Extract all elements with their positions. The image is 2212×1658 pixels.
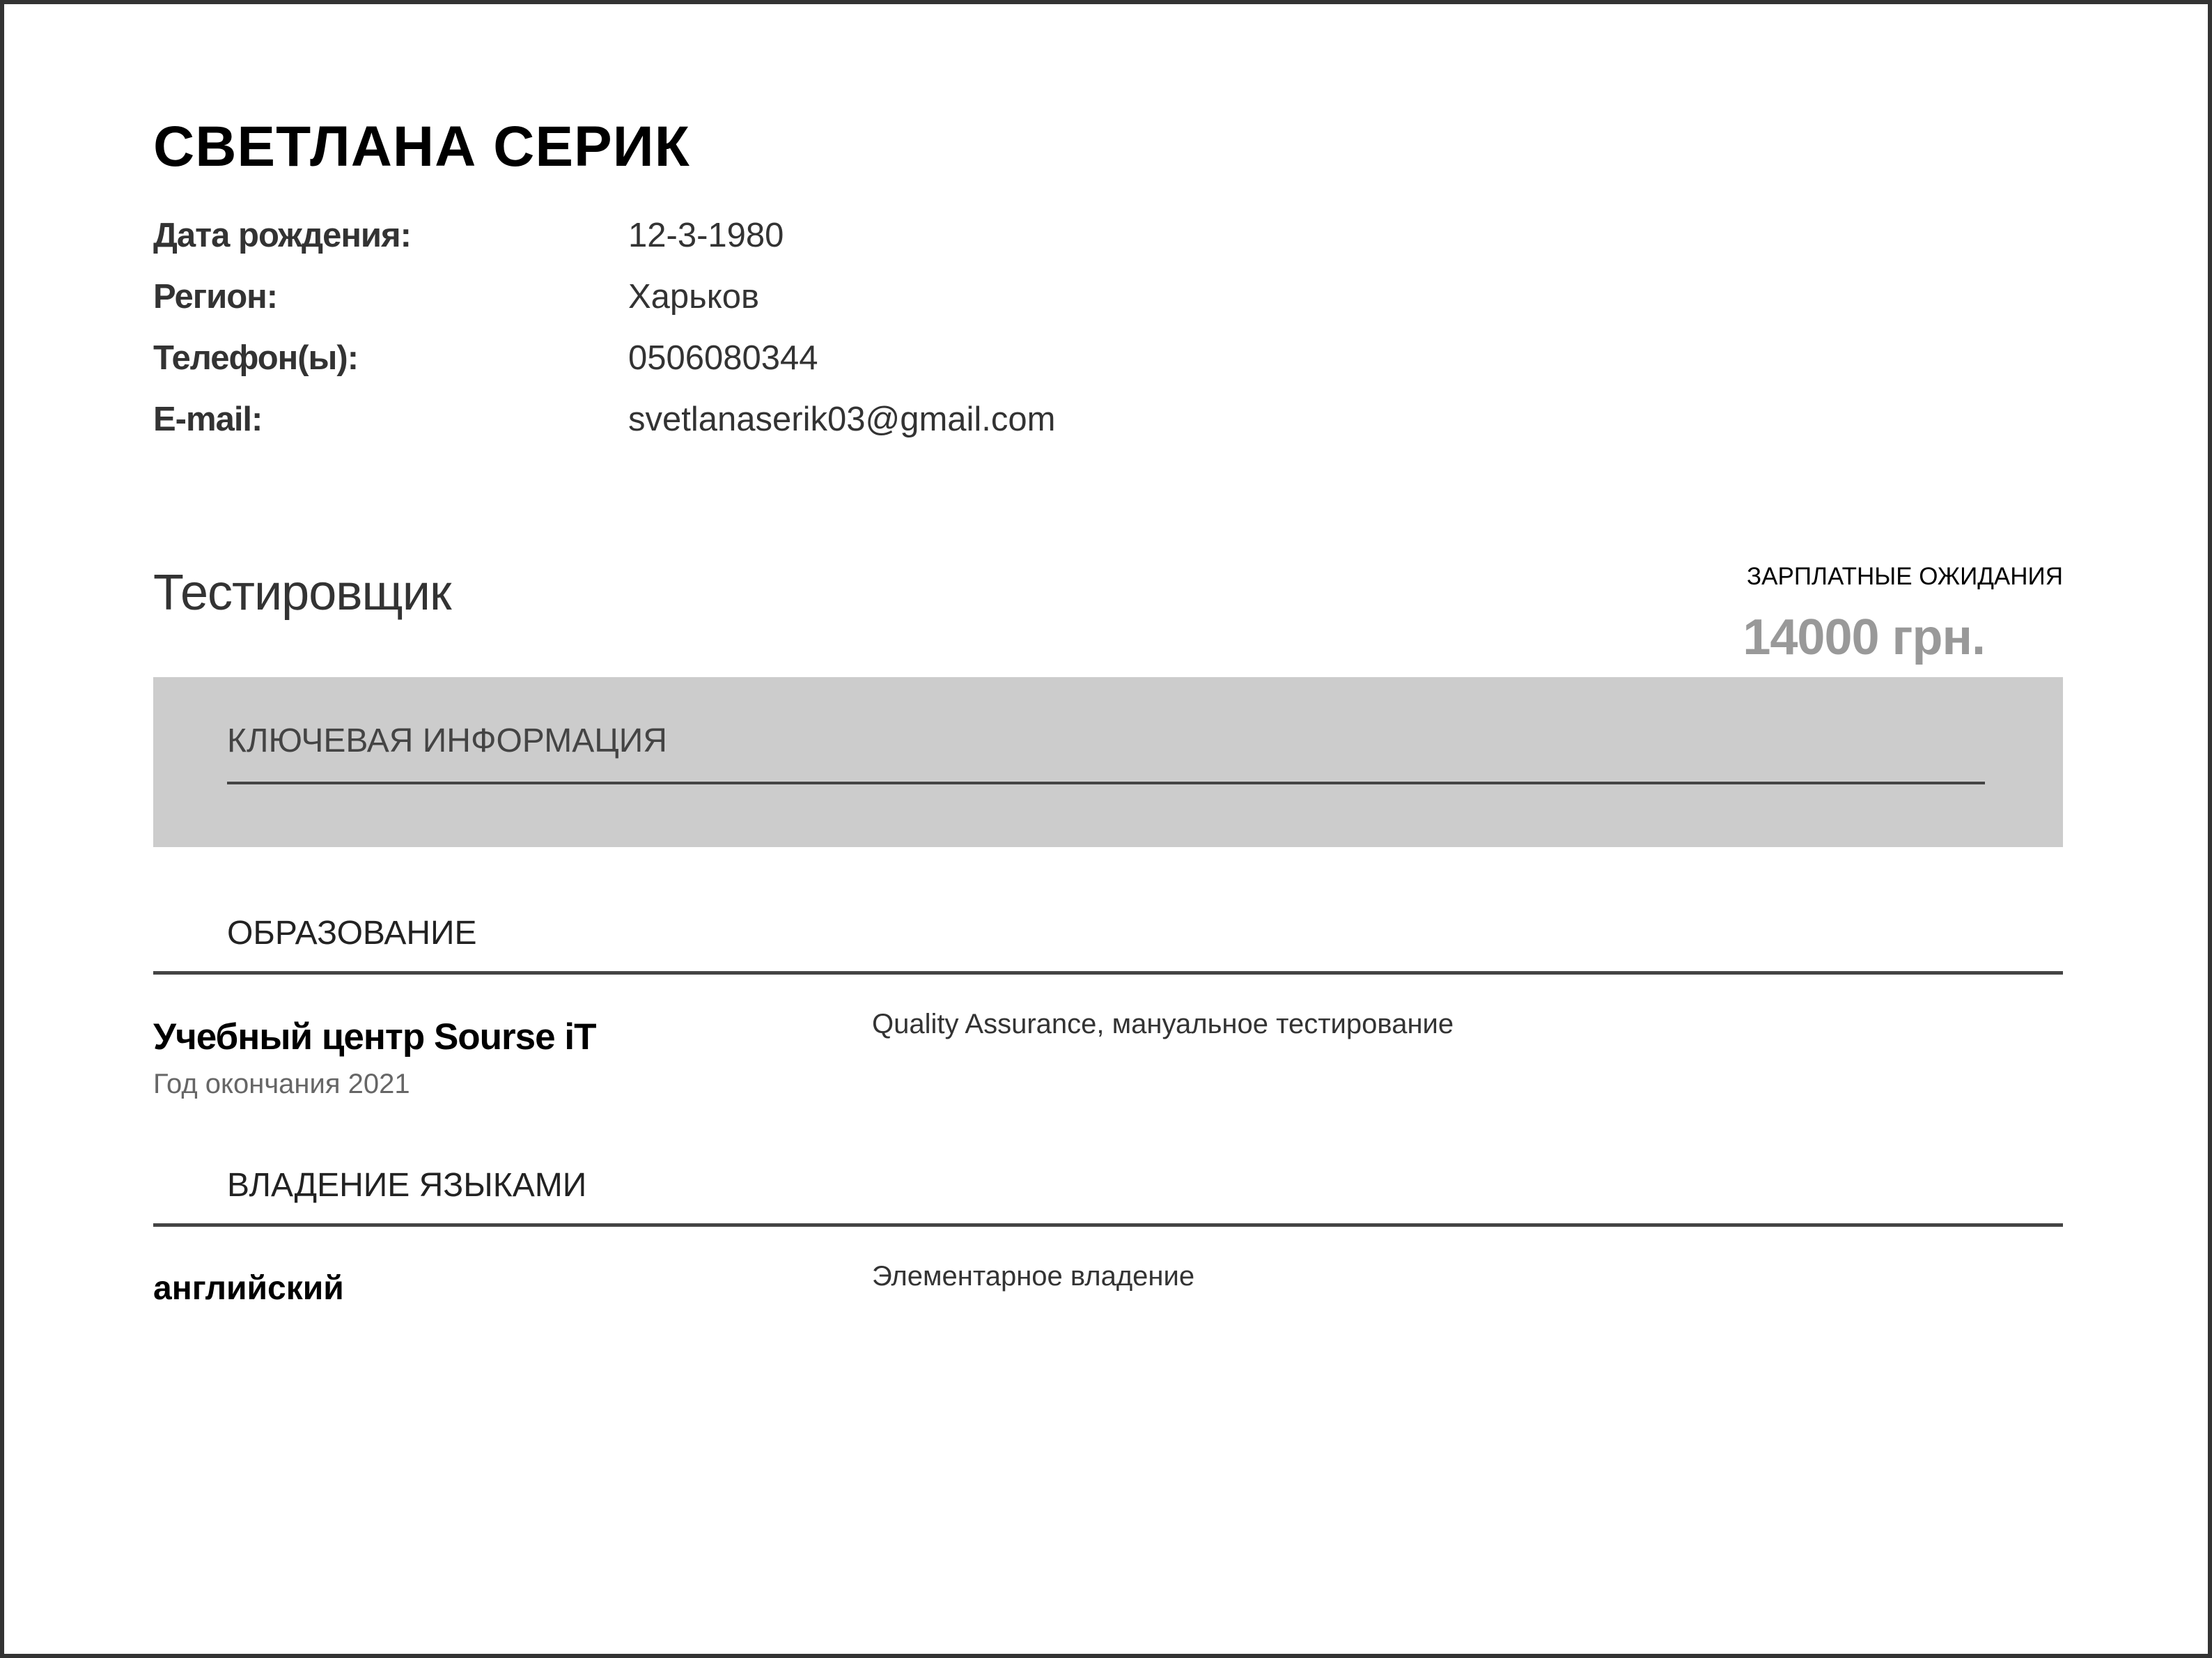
info-value: 0506080344	[628, 339, 818, 377]
language-level: Элементарное владение	[872, 1261, 1195, 1292]
info-value: 12-3-1980	[628, 217, 784, 254]
info-label: Телефон(ы):	[153, 339, 359, 377]
education-year: Год окончания 2021	[153, 1069, 410, 1099]
education-divider	[153, 971, 2063, 975]
key-info-title: КЛЮЧЕВАЯ ИНФОРМАЦИЯ	[227, 722, 667, 759]
info-label: Регион:	[153, 278, 278, 316]
info-row-birthdate	[153, 216, 1268, 272]
education-title: ОБРАЗОВАНИЕ	[227, 915, 477, 952]
info-row-phone	[153, 339, 1268, 394]
education-institution: Учебный центр Sourse iT	[153, 1016, 596, 1057]
candidate-name: СВЕТЛАНА СЕРИК	[153, 115, 690, 178]
salary-label: ЗАРПЛАТНЫЕ ОЖИДАНИЯ	[1747, 563, 2063, 590]
info-label: Дата рождения:	[153, 217, 411, 254]
language-name: английский	[153, 1270, 344, 1307]
key-info-section	[153, 677, 2063, 847]
key-info-divider	[227, 782, 1985, 784]
email-value: svetlanaserik03@gmail.com	[628, 401, 1056, 438]
info-row-email	[153, 400, 1268, 456]
info-row-region	[153, 277, 1268, 333]
education-specialty: Quality Assurance, мануальное тестирование	[872, 1009, 1454, 1039]
info-label: E-mail:	[153, 401, 263, 438]
salary-value: 14000 грн.	[1743, 610, 1985, 665]
info-value: Харьков	[628, 278, 759, 316]
languages-title: ВЛАДЕНИЕ ЯЗЫКАМИ	[227, 1167, 587, 1204]
position-title: Тестировщик	[153, 565, 451, 621]
languages-divider	[153, 1223, 2063, 1227]
